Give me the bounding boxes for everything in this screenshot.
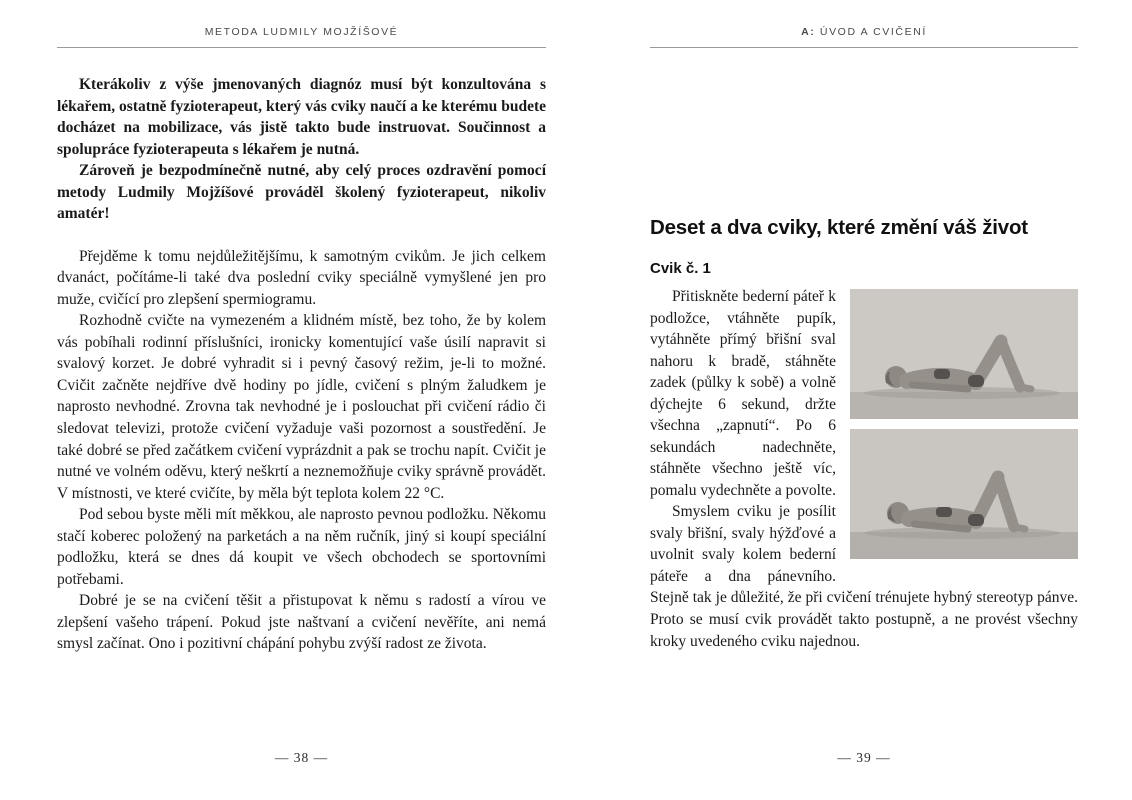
running-head-right-text: ÚVOD A CVIČENÍ xyxy=(815,26,927,38)
left-page-body xyxy=(57,74,546,655)
running-head-right xyxy=(650,20,1078,38)
running-head-left xyxy=(57,20,546,38)
paragraph: Přejděme k tomu nejdůležitějšímu, k samotným cvikům. Je jich celkem dvanáct, počítáme-li také dva poslední cviky speciálně vymyšlené jen pro muže, cvičící pro zlepšení spermiogramu. xyxy=(57,247,546,308)
paragraph: Rozhodně cvičte na vymezeném a klidném místě, bez toho, že by kolem vás pobíhali rodinní příslušníci, ironicky komentující vaše úsilí napravit si svalový korzet. Je dobré vyhradit si i pevný časový režim, je-li to možné. Cvičit začněte nejdříve dvě hodiny po jídle, cvičení s plným žaludkem je naprosto nevhodné. Zrovna tak nevhodné je i poslouchat při cvičení rádio či sledovat televizi, protože cvičení vyžaduje vaši pozornost a soustředění. Je také dobré se před začátkem cvičení vyprázdnit a pak se trochu napít. Cvičit je nutné ve volném oděvu, který neškrtí a neznemožňuje cviky správně provádět. V místnosti, ve které cvičíte, by měla být teplota kolem 22 °C. xyxy=(57,312,546,502)
exercise-label: Cvik č. 1 xyxy=(650,260,711,277)
running-head-right-prefix: A: xyxy=(801,26,816,38)
paragraph: Zároveň je bezpodmínečně nutné, aby celý proces ozdravění pomocí metody Ludmily Mojžíšové prováděl školený fyzioterapeut, nikoliv amatér! xyxy=(57,162,546,223)
header-rule-right xyxy=(650,47,1078,48)
page-left xyxy=(57,20,546,780)
page-right xyxy=(650,20,1078,780)
paragraph: Smyslem cviku je posílit svaly břišní, svaly hýžďové a uvolnit svaly kolem bederní páteře a dna pánevního. Stejně tak je důležité, že při cvičení trénujete hybný stereotyp pánve. Proto se musí cvik provádět takto postupně, a ne provést všechny kroky uvedeného cviku najednou. xyxy=(650,503,1078,650)
exercise-photo-2 xyxy=(850,429,1078,559)
exercise-photo-stack xyxy=(850,289,1078,569)
running-head-left-text: METODA LUDMILY MOJŽÍŠOVÉ xyxy=(204,26,399,38)
page-number-left: — 38 — xyxy=(274,750,329,765)
header-rule-left xyxy=(57,47,546,48)
paragraph: Kterákoliv z výše jmenovaných diagnóz musí být konzultována s lékařem, ostatně fyzioterapeut, který vás cviky naučí a ke kterému budete docházet na mobilizace, vás jistě takto bude instruovat. Součinnost a spolupráce fyzioterapeuta s lékařem je nutná. xyxy=(57,76,546,158)
section-title: Deset a dva cviky, které změní váš život xyxy=(650,216,1028,239)
exercise-photo-1 xyxy=(850,289,1078,419)
exercise-body xyxy=(650,286,1078,652)
paragraph: Přitiskněte bederní páteř k podložce, vtáhněte pupík, vytáhněte přímý břišní sval nahoru k bradě, stáhněte zadek (půlky k sobě) a volně dýchejte 6 sekund, držte všechna „zapnutí“. Po 6 sekundách nadechněte, stáhněte všechno ještě víc, pomalu vydechněte a povolte. xyxy=(650,288,836,499)
page-number-right: — 39 — xyxy=(837,750,891,765)
paragraph: Dobré je se na cvičení těšit a přistupovat k němu s radostí a vírou ve zlepšení vašeho trápení. Pokud jste naštvaní a cvičení nevěříte, ani nemá smysl začínat. Ono i pozitivní chápání pohybu zvýší radost ze života. xyxy=(57,592,546,653)
paragraph: Pod sebou byste měli mít měkkou, ale naprosto pevnou podložku. Někomu stačí koberec položený na parketách a na něm ručník, jiný si koupí speciální podložku, která se dnes dá koupit ve všech obchodech se sportovními potřebami. xyxy=(57,506,546,588)
